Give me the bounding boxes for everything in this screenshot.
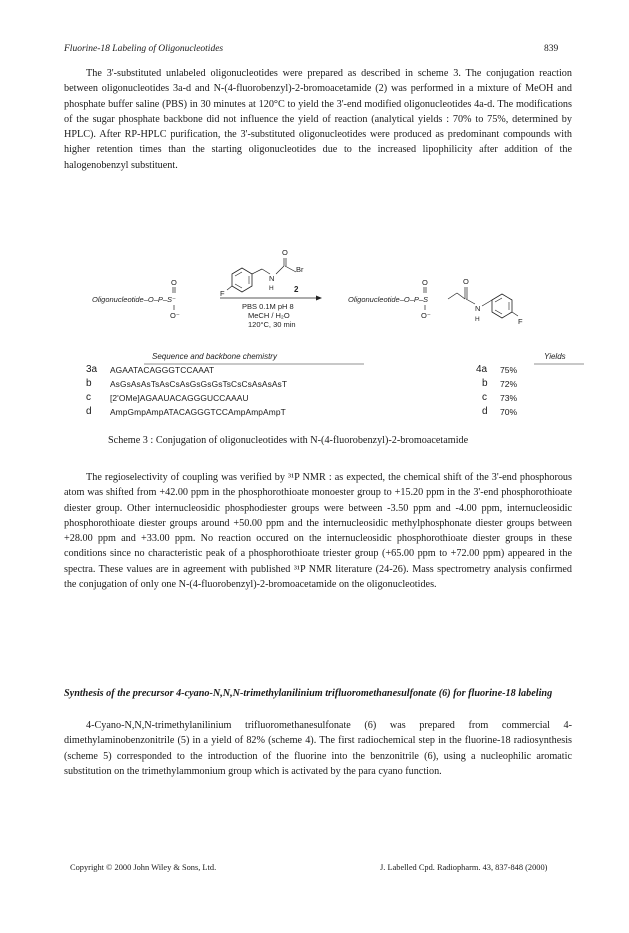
paragraph-precursor bbox=[64, 718, 572, 779]
paragraph-precursor-text: 4-Cyano-N,N,N-trimethylanilinium trifluoromethanesulfonate (6) was prepared from commercial 4-dimethylaminobenzonitrile (5) in a yield of 82% (scheme 4). The first radiochemical step in the fluorine-18 radiosynthesis (scheme 5) corresponded to the introduction of the fluorine into the benzonitrile (6), using a nucleophilic aromatic substitution on the trimethylammonium group which is activated by the para cyano function. bbox=[64, 720, 572, 777]
reagent-fluorine: F bbox=[220, 289, 225, 298]
reagent-hydrogen: H bbox=[269, 285, 274, 292]
paragraph-regioselectivity-text: The regioselectivity of coupling was verified by ³¹P NMR : as expected, the chemical shift of the 3'-end phosphorous atom was shifted from +42.00 ppm in the phosphorothioate monoester group to +15.20 ppm in the 3'-end phosphorothioate diester group. Other internucleosidic phosphodiester groups were between -3.50 ppm and -4.00 ppm, internucleosidic phosphorothioate diester groups around +50.00 ppm and the internucleosidic methylphosphonate diester groups between +28.00 ppm and +33.00 ppm. No reaction occured on the internucleosidic phosphorothioate diester groups in these conditions since no characteristic peak of a phosphorothioate triester group (+65.00 ppm to +72.00 ppm) appeared in the spectra. These values are in agreement with published ³¹P NMR literature (24-26). Mass spectrometry analysis confirmed the conjugation of only one N-(4-fluorobenzyl)-2-bromoacetamide on the oligonucleotides. bbox=[64, 472, 572, 591]
right-hydrogen: H bbox=[475, 316, 480, 323]
row-yield-c: 73% bbox=[500, 393, 518, 403]
footer-copyright: Copyright © 2000 John Wiley & Sons, Ltd. bbox=[70, 863, 217, 872]
left-o-bottom: O⁻ bbox=[170, 311, 180, 320]
paragraph-regioselectivity bbox=[64, 470, 572, 592]
paragraph-conjugation bbox=[64, 66, 572, 173]
reagent-oxygen: O bbox=[282, 248, 288, 257]
running-title: Fluorine-18 Labeling of Oligonucleotides bbox=[64, 44, 224, 54]
row-sequence-b: AsGsAsAsTsAsCsAsGsGsGsTsCsCsAsAsAsT bbox=[110, 379, 288, 389]
left-phosphorothioate-molecule bbox=[92, 278, 180, 320]
row-label-b: b bbox=[86, 378, 92, 389]
paragraph-conjugation-text: The 3'-substituted unlabeled oligonucleotides were prepared as described in scheme 3. The conjugation reaction between oligonucleotides 3a-d and N-(4-fluorobenzyl)-2-bromoacetamide (2) was performed in a mixture of MeOH and phosphate buffer saline (PBS) in 30 minutes at 120°C to yield the 3'-end modified oligonucleotides 4a-d. The modifications of the sugar phosphate backbone did not influence the yield of reaction (analytical yields : 70% to 75%, determined by HPLC). After RP-HPLC purification, the 3'-substituted oligonucleotides were produced as predominant compounds with higher retention times than the starting oligonucleotides due to the increased lipophilicity after addition of the halogenobenzyl substituent. bbox=[64, 68, 572, 171]
condition-2: MeCH / H₂O bbox=[248, 311, 290, 320]
right-o-top: O bbox=[422, 278, 428, 287]
reagent-bromine: Br bbox=[296, 265, 304, 274]
row-sequence-3a: AGAATACAGGGTCCAAAT bbox=[110, 365, 215, 375]
row-label-c: c bbox=[86, 392, 91, 403]
table-header-sequence: Sequence and backbone chemistry bbox=[152, 352, 277, 361]
reagent-number: 2 bbox=[294, 285, 299, 294]
row-product-4a: 4a bbox=[476, 364, 488, 375]
row-yield-d: 70% bbox=[500, 407, 518, 417]
scheme-3-structures bbox=[64, 236, 584, 366]
right-molecule-label: Oligonucleotide–O–P–S bbox=[348, 295, 429, 304]
scheme-3-caption: Scheme 3 : Conjugation of oligonucleotides with N-(4-fluorobenzyl)-2-bromoacetamide bbox=[108, 435, 469, 446]
reagent-2-structure bbox=[220, 248, 304, 298]
right-oxygen: O bbox=[463, 277, 469, 286]
page-number: 839 bbox=[544, 44, 559, 54]
left-molecule-label: Oligonucleotide–O–P–S⁻ bbox=[92, 295, 177, 304]
row-label-d: d bbox=[86, 406, 92, 417]
row-sequence-c: [2'OMe]AGAAUACAGGGUCCAAAU bbox=[110, 393, 249, 403]
left-o-top: O bbox=[171, 278, 177, 287]
table-header-yields: Yields bbox=[544, 352, 566, 361]
condition-1: PBS 0.1M pH 8 bbox=[242, 302, 294, 311]
reagent-nitrogen: N bbox=[269, 274, 275, 283]
scheme-3 bbox=[64, 236, 584, 446]
footer-citation: J. Labelled Cpd. Radiopharm. 43, 837-848 (2000) bbox=[380, 863, 548, 872]
section-subheading: Synthesis of the precursor 4-cyano-N,N,N-trimethylanilinium trifluoromethanesulfonate (6) for fluorine-18 labeling bbox=[64, 688, 553, 699]
row-product-d: d bbox=[482, 406, 488, 417]
row-label-3a: 3a bbox=[86, 364, 98, 375]
right-fluorine: F bbox=[518, 317, 523, 326]
right-o-bottom: O⁻ bbox=[421, 311, 431, 320]
product-molecule bbox=[348, 277, 523, 326]
row-product-b: b bbox=[482, 378, 488, 389]
row-product-c: c bbox=[482, 392, 487, 403]
condition-3: 120°C, 30 min bbox=[248, 320, 296, 329]
row-sequence-d: AmpGmpAmpATACAGGGTCCAmpAmpAmpT bbox=[110, 407, 286, 417]
row-yield-b: 72% bbox=[500, 379, 518, 389]
row-yield-4a: 75% bbox=[500, 365, 518, 375]
right-nitrogen: N bbox=[475, 304, 481, 313]
